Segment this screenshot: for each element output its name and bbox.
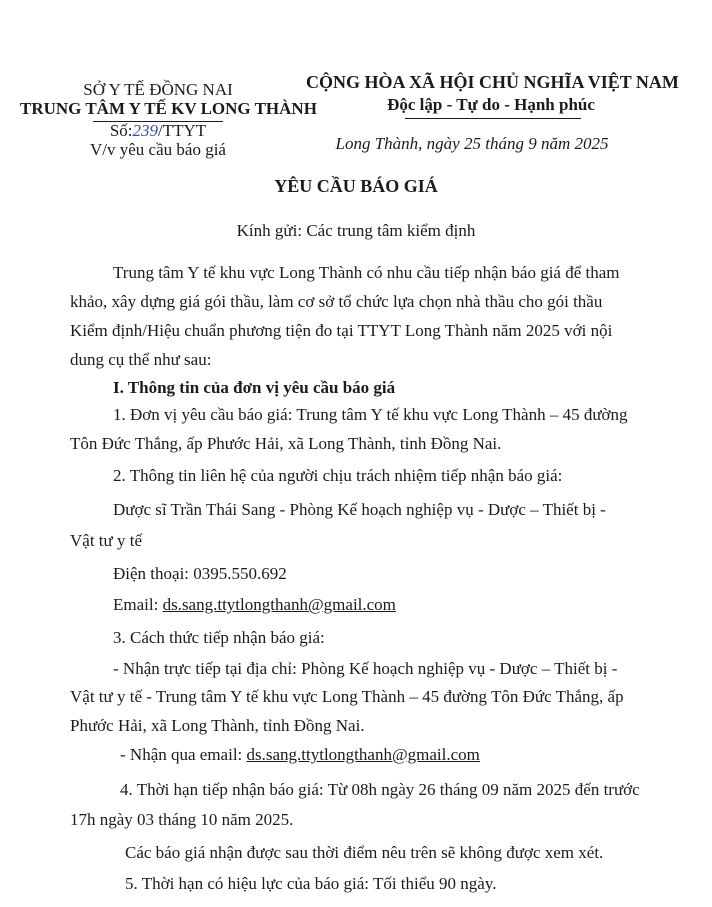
contact-name-line-1: Dược sĩ Trần Thái Sang - Phòng Kế hoạch nghiệp vụ - Dược – Thiết bị - bbox=[113, 500, 606, 519]
number-suffix: /TTYT bbox=[158, 121, 207, 140]
direct-line-2: Vật tư y tế - Trung tâm Y tế khu vực Long Thành – 45 đường Tôn Đức Thắng, ấp bbox=[70, 687, 624, 706]
intro-line-4: dung cụ thể như sau: bbox=[70, 350, 212, 369]
contact-name-line-2: Vật tư y tế bbox=[70, 531, 143, 550]
intro-line-2: khảo, xây dựng giá gói thầu, làm cơ sở tổ chức lựa chọn nhà thầu cho gói thầu bbox=[70, 292, 603, 311]
item-1-line-2: Tôn Đức Thắng, ấp Phước Hải, xã Long Thành, tỉnh Đồng Nai. bbox=[70, 434, 502, 453]
item-3: 3. Cách thức tiếp nhận báo giá: bbox=[113, 628, 325, 647]
email-label: Email: bbox=[113, 595, 163, 614]
handwritten-number: 239 bbox=[132, 121, 159, 140]
item-1-line-1: 1. Đơn vị yêu cầu báo giá: Trung tâm Y tế khu vực Long Thành – 45 đường bbox=[113, 405, 628, 424]
item-4-line-1: 4. Thời hạn tiếp nhận báo giá: Từ 08h ngày 26 tháng 09 năm 2025 đến trước bbox=[120, 780, 640, 799]
late-note: Các báo giá nhận được sau thời điểm nêu trên sẽ không được xem xét. bbox=[125, 843, 604, 862]
section-1-heading: I. Thông tin của đơn vị yêu cầu báo giá bbox=[113, 378, 396, 397]
intro-line-1: Trung tâm Y tế khu vực Long Thành có nhu cầu tiếp nhận báo giá để tham bbox=[113, 263, 620, 282]
contact-email-link[interactable]: ds.sang.ttytlongthanh@gmail.com bbox=[162, 595, 396, 614]
direct-line-3: Phước Hải, xã Long Thành, tỉnh Đồng Nai. bbox=[70, 716, 365, 735]
document-title: YÊU CẦU BÁO GIÁ bbox=[274, 176, 438, 196]
place-date: Long Thành, ngày 25 tháng 9 năm 2025 bbox=[335, 134, 609, 153]
contact-phone: Điện thoại: 0395.550.692 bbox=[113, 564, 287, 583]
via-email-label: - Nhận qua email: bbox=[120, 745, 247, 764]
item-4-line-2: 17h ngày 03 tháng 10 năm 2025. bbox=[70, 810, 294, 829]
number-prefix: Số: bbox=[109, 121, 133, 140]
organization-name: TRUNG TÂM Y TẾ KV LONG THÀNH bbox=[20, 99, 317, 118]
via-email-link[interactable]: ds.sang.ttytlongthanh@gmail.com bbox=[246, 745, 480, 764]
direct-line-1: - Nhận trực tiếp tại địa chỉ: Phòng Kế hoạch nghiệp vụ - Dược – Thiết bị - bbox=[113, 659, 618, 678]
agency-name: SỞ Y TẾ ĐỒNG NAI bbox=[83, 80, 233, 99]
document-subject: V/v yêu cầu báo giá bbox=[90, 140, 226, 159]
contact-email-line bbox=[113, 595, 396, 615]
motto-underline bbox=[405, 118, 581, 119]
document-number bbox=[20, 121, 296, 141]
intro-line-3: Kiểm định/Hiệu chuẩn phương tiện đo tại TTYT Long Thành năm 2025 với nội bbox=[70, 321, 613, 340]
nation-title: CỘNG HÒA XÃ HỘI CHỦ NGHĨA VIỆT NAM bbox=[306, 72, 679, 92]
recipient-line: Kính gửi: Các trung tâm kiểm định bbox=[236, 221, 476, 240]
item-5: 5. Thời hạn có hiệu lực của báo giá: Tối thiểu 90 ngày. bbox=[125, 874, 497, 893]
national-motto: Độc lập - Tự do - Hạnh phúc bbox=[387, 95, 595, 114]
item-2: 2. Thông tin liên hệ của người chịu trách nhiệm tiếp nhận báo giá: bbox=[113, 466, 563, 485]
via-email-line bbox=[120, 745, 480, 765]
